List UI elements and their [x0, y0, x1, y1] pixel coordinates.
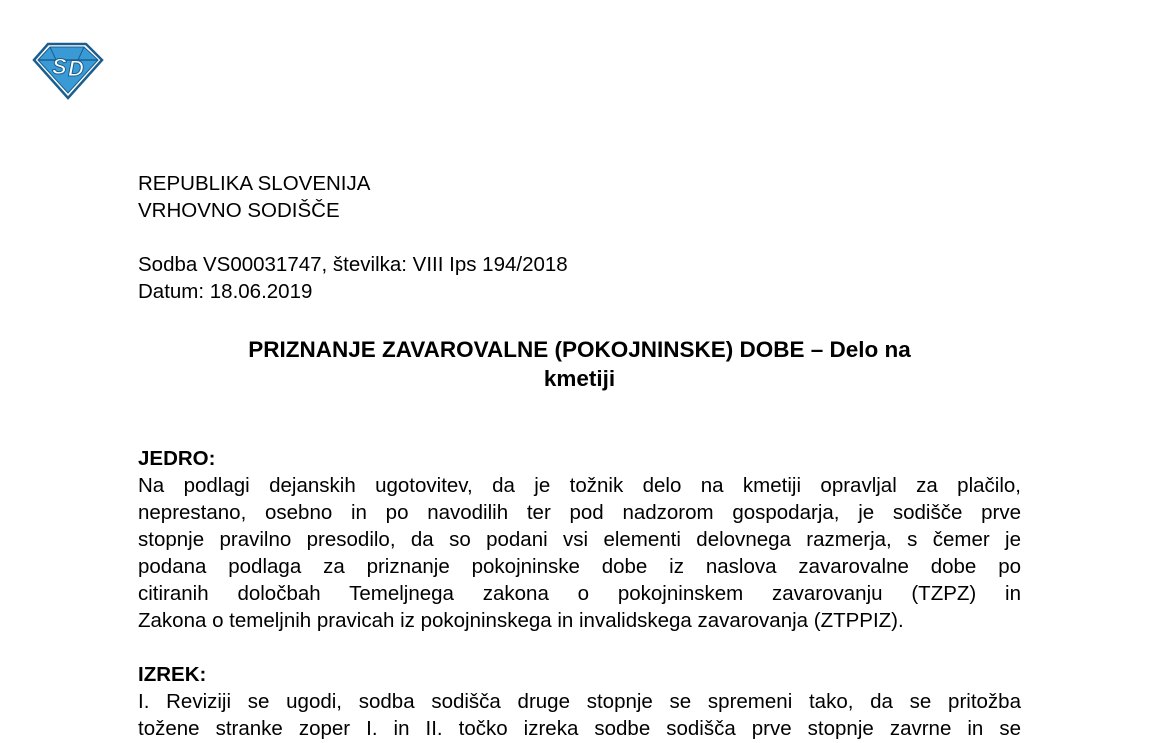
- sd-diamond-logo-icon: [30, 40, 104, 100]
- svg-text:S: S: [52, 54, 67, 79]
- jedro-line: podana podlaga za priznanje pokojninske dobe iz naslova zavarovalne dobe po: [138, 555, 1021, 578]
- case-date: Datum: 18.06.2019: [138, 280, 313, 303]
- court-name: VRHOVNO SODIŠČE: [138, 199, 340, 222]
- title-line-1: PRIZNANJE ZAVAROVALNE (POKOJNINSKE) DOBE – Delo na: [248, 337, 911, 362]
- jedro-line: citiranih določbah Temeljnega zakona o pokojninskem zavarovanju (TZPZ) in: [138, 582, 1021, 605]
- svg-text:D: D: [68, 56, 84, 81]
- izrek-line: tožene stranke zoper I. in II. točko izreka sodbe sodišča prve stopnje zavrne in se: [138, 717, 1021, 740]
- jedro-line: neprestano, osebno in po navodilih ter pod nadzorom gospodarja, je sodišče prve: [138, 501, 1021, 524]
- izrek-label: IZREK:: [138, 663, 207, 686]
- jedro-paragraph: [138, 472, 1021, 634]
- country-name: REPUBLIKA SLOVENIJA: [138, 172, 371, 195]
- document-title: [138, 335, 1021, 393]
- izrek-paragraph: [138, 688, 1021, 742]
- jedro-line: stopnje pravilno presodilo, da so podani vsi elementi delovnega razmerja, s čemer je: [138, 528, 1021, 551]
- jedro-line: Zakona o temeljnih pravicah iz pokojninskega in invalidskega zavarovanja (ZTPPIZ).: [138, 609, 904, 632]
- court-logo: [30, 40, 104, 100]
- document-body: [138, 170, 1021, 742]
- jedro-line: Na podlagi dejanskih ugotovitev, da je tožnik delo na kmetiji opravljal za plačilo,: [138, 474, 1021, 497]
- izrek-line: I. Reviziji se ugodi, sodba sodišča druge stopnje se spremeni tako, da se pritožba: [138, 690, 1021, 713]
- title-line-2: kmetiji: [543, 366, 616, 391]
- jedro-label: JEDRO:: [138, 447, 216, 470]
- case-reference: Sodba VS00031747, številka: VIII Ips 194/2018: [138, 253, 568, 276]
